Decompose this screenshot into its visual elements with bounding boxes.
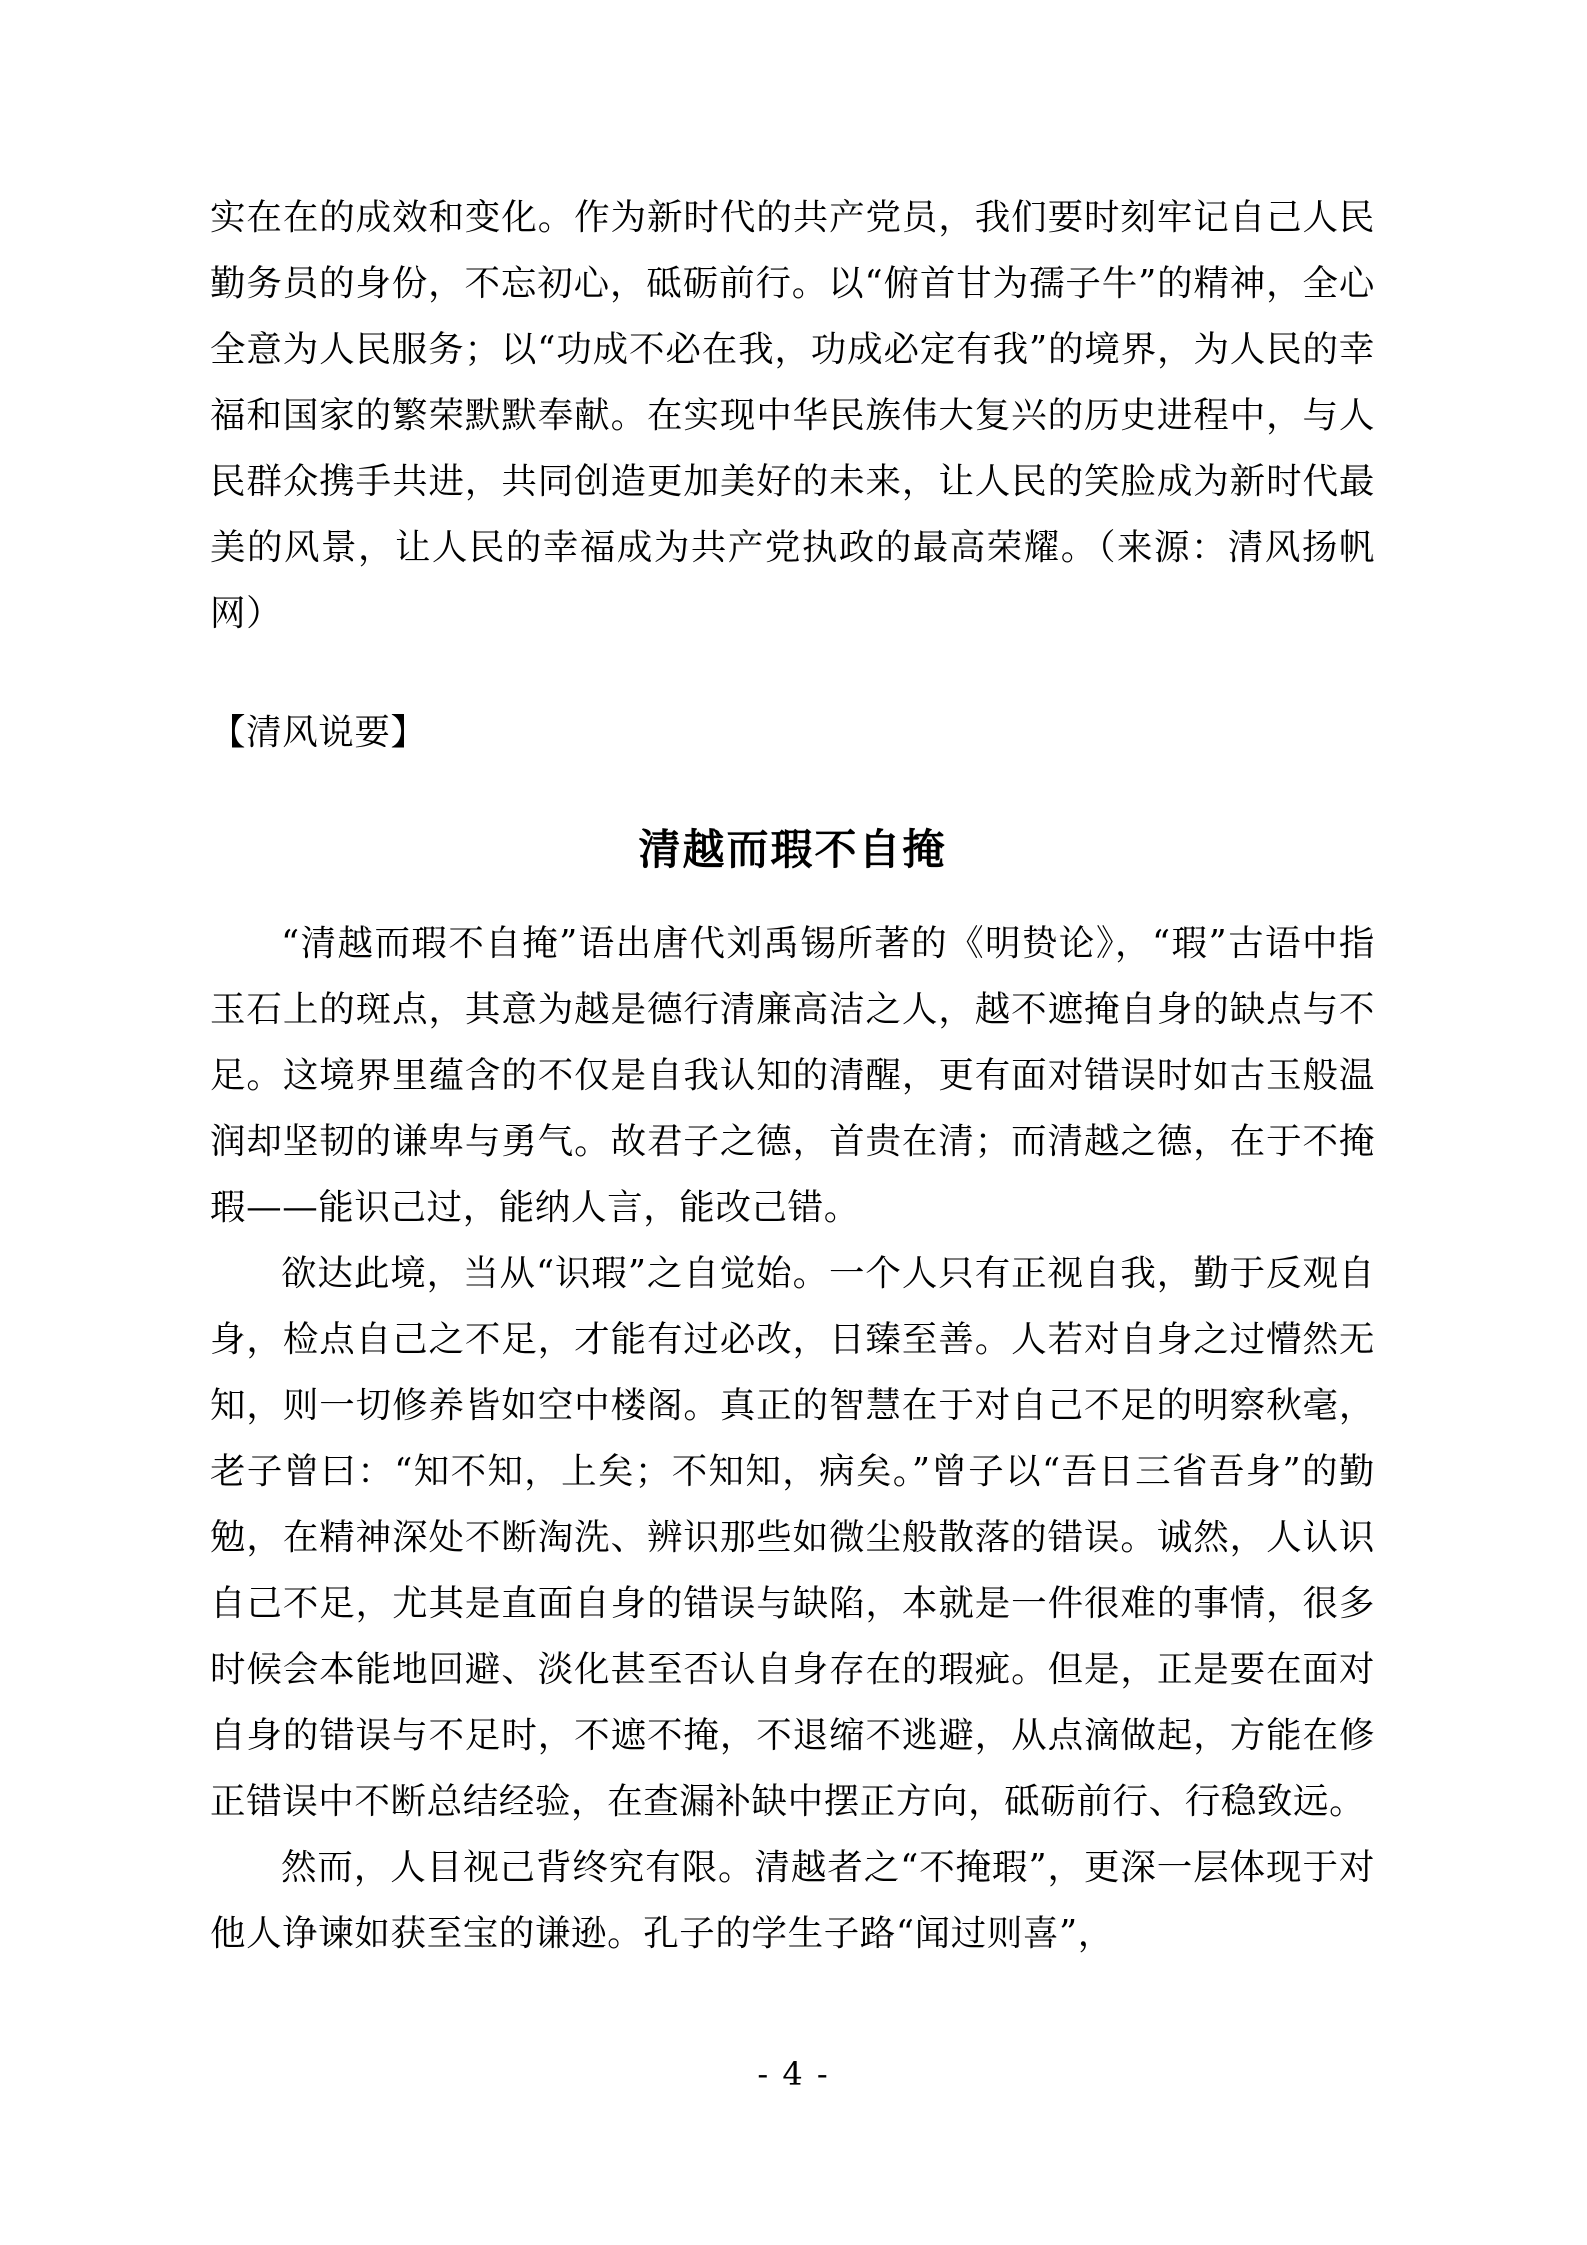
page-number: - 4 - — [757, 2055, 830, 2093]
spacer — [210, 881, 1375, 911]
spacer — [210, 647, 1375, 703]
continued-paragraph: 实在在的成效和变化。作为新时代的共产党员，我们要时刻牢记自己人民勤务员的身份，不忘初心，砥砺前行。以“俯首甘为孺子牛”的精神，全心全意为人民服务；以“功成不必在我，功成必定有我”的境界，为人民的幸福和国家的繁荣默默奉献。在实现中华民族伟大复兴的历史进程中，与人民群众携手共进，共同创造更加美好的未来，让人民的笑脸成为新时代最美的风景，让人民的幸福成为共产党执政的最高荣耀。（来源：清风扬帆网） — [210, 197, 1375, 634]
article-paragraph: “清越而瑕不自掩”语出唐代刘禹锡所著的《明贽论》，“瑕”古语中指玉石上的斑点，其意为越是德行清廉高洁之人，越不遮掩自身的缺点与不足。这境界里蕴含的不仅是自我认知的清醒，更有面对错误时如古玉般温润却坚韧的谦卑与勇气。故君子之德，首贵在清；而清越之德，在于不掩瑕——能识己过，能纳人言，能改己错。 — [210, 923, 1375, 1228]
article-paragraph: 欲达此境，当从“识瑕”之自觉始。一个人只有正视自我，勤于反观自身，检点自己之不足，才能有过必改，日臻至善。人若对自身之过懵然无知，则一切修养皆如空中楼阁。真正的智慧在于对自己不足的明察秋毫，老子曾曰：“知不知，上矣；不知知，病矣。”曾子以“吾日三省吾身”的勤勉，在精神深处不断淘洗、辨识那些如微尘般散落的错误。诚然，人认识自己不足，尤其是直面自身的错误与缺陷，本就是一件很难的事情，很多时候会本能地回避、淡化甚至否认自身存在的瑕疵。但是，正是要在面对自身的错误与不足时，不遮不掩，不退缩不逃避，从点滴做起，方能在修正错误中不断总结经验，在查漏补缺中摆正方向，砥砺前行、行稳致远。 — [210, 1253, 1375, 1822]
article-title: 清越而瑕不自掩 — [638, 825, 947, 874]
article-paragraph: 然而，人目视己背终究有限。清越者之“不掩瑕”，更深一层体现于对他人诤谏如获至宝的谦逊。孔子的学生子路“闻过则喜”， — [210, 1847, 1375, 1954]
spacer — [210, 763, 1375, 819]
page-content — [210, 185, 1375, 1967]
section-tag: 【清风说要】 — [210, 712, 427, 753]
